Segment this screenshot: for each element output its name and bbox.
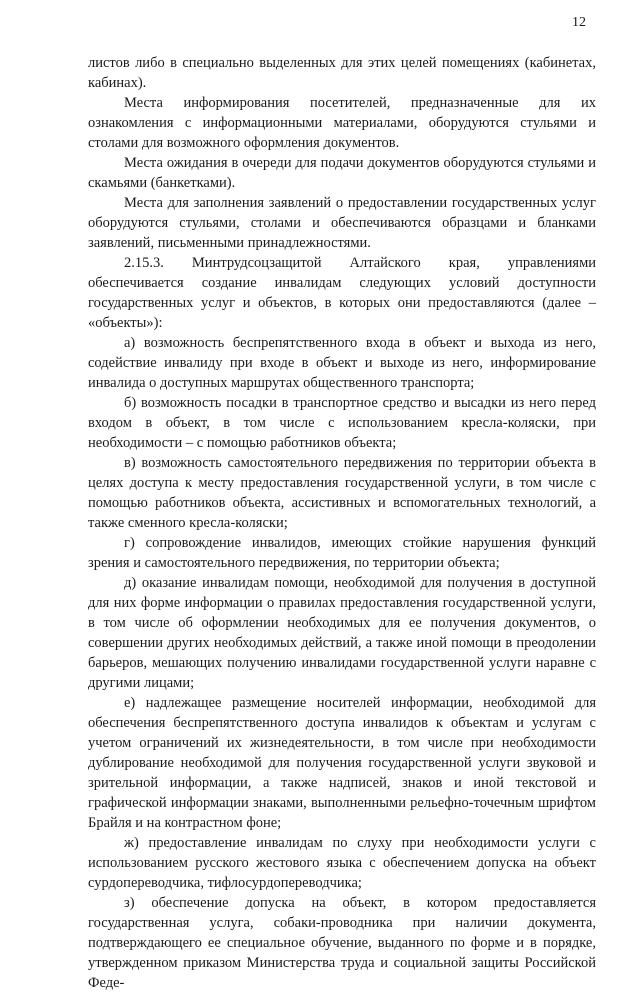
list-item: а) возможность беспрепятственного входа в объект и выхода из него, содействие инвалиду при входе в объект и выходе из него, информирование инвалида о доступных маршрутах общественного транспорта; — [88, 335, 596, 391]
document-body — [88, 53, 596, 993]
list-item: ж) предоставление инвалидам по слуху при необходимости услуги с использованием русского жестового языка с обеспечением допуска на объект сурдопереводчика, тифлосурдопереводчика; — [88, 835, 596, 891]
list-item: д) оказание инвалидам помощи, необходимой для получения в доступной для них форме информации о правилах предоставления государственной услуги, в том числе об оформлении необходимых для ее получения документов, о совершении других необходимых действий, а также иной помощи в преодолении барьеров, мешающих получению инвалидами государственной услуги наравне с другими лицами; — [88, 575, 596, 691]
list-item: е) надлежащее размещение носителей информации, необходимой для обеспечения беспрепятственного доступа инвалидов к объектам и услугам с учетом ограничений их жизнедеятельности, в том числе при необходимости дублирование необходимой для получения государственной услуги звуковой и зрительной информации, а также надписей, знаков и иной текстовой и графической информации знаками, выполненными рельефно-точечным шрифтом Брайля и на контрастном фоне; — [88, 695, 596, 831]
list-item: в) возможность самостоятельного передвижения по территории объекта в целях доступа к месту предоставления государственной услуги, в том числе с помощью работников объекта, ассистивных и вспомогательных технологий, а также сменного кресла-коляски; — [88, 455, 596, 531]
list-item: з) обеспечение допуска на объект, в котором предоставляется государственная услуга, собаки-проводника при наличии документа, подтверждающего ее специальное обучение, выданного по форме и в порядке, утвержденном приказом Министерства труда и социальной защиты Российской Феде- — [88, 895, 596, 991]
paragraph: Места для заполнения заявлений о предоставлении государственных услуг оборудуются стульями, столами и обеспечиваются образцами и бланками заявлений, письменными принадлежностями. — [88, 195, 596, 251]
list-item: г) сопровождение инвалидов, имеющих стойкие нарушения функций зрения и самостоятельного передвижения, по территории объекта; — [88, 535, 596, 571]
page-number: 12 — [572, 15, 586, 30]
paragraph: 2.15.3. Минтрудсоцзащитой Алтайского края, управлениями обеспечивается создание инвалидам следующих условий доступности государственных услуг и объектов, в которых они предоставляются (далее – «объекты»): — [88, 255, 596, 331]
list-item: б) возможность посадки в транспортное средство и высадки из него перед входом в объект, в том числе с использованием кресла-коляски, при необходимости – с помощью работников объекта; — [88, 395, 596, 451]
paragraph: листов либо в специально выделенных для этих целей помещениях (кабинетах, кабинах). — [88, 55, 596, 91]
paragraph: Места ожидания в очереди для подачи документов оборудуются стульями и скамьями (банкетками). — [88, 155, 596, 191]
paragraph: Места информирования посетителей, предназначенные для их ознакомления с информационными материалами, оборудуются стульями и столами для возможного оформления документов. — [88, 95, 596, 151]
